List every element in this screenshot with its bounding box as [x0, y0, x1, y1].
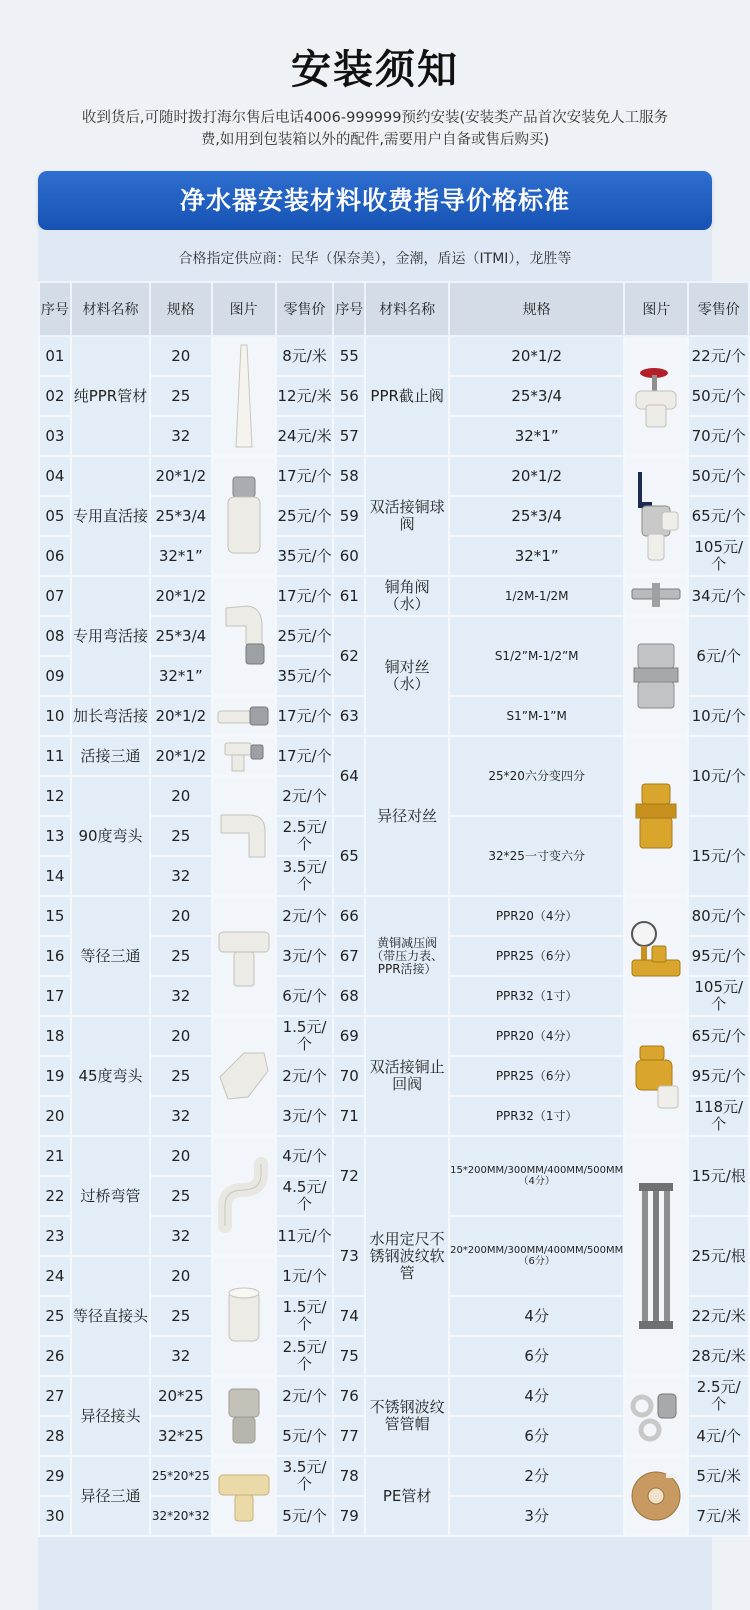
item-price: 10元/个: [688, 696, 749, 736]
item-spec: 32*25一寸变六分: [449, 816, 624, 896]
reducer-coupling-icon: [212, 1376, 276, 1456]
table-row: [39, 336, 749, 376]
item-price: 2元/个: [276, 896, 334, 936]
item-price: 95元/个: [688, 936, 749, 976]
price-table: [38, 281, 750, 1537]
item-spec: 25: [150, 1296, 211, 1336]
item-spec: PPR32（1寸）: [449, 1096, 624, 1136]
price-standard-banner: 净水器安装材料收费指导价格标准: [38, 171, 712, 230]
item-name: 过桥弯管: [71, 1136, 150, 1256]
item-price: 22元/米: [688, 1296, 749, 1336]
item-no: 64: [333, 736, 365, 816]
item-price: 4元/个: [688, 1416, 749, 1456]
install-notice-text: 收到货后,可随时拨打海尔售后电话4006-999999预约安装(安装类产品首次安装免人工服务费,如用到包装箱以外的配件,需要用户自备或售后购买): [81, 110, 669, 148]
item-price: 3.5元/个: [276, 1456, 334, 1496]
item-spec: 20: [150, 776, 211, 816]
item-spec: 15*200MM/300MM/400MM/500MM（4分）: [449, 1136, 624, 1216]
item-price: 17元/个: [276, 696, 334, 736]
item-spec: 32*25: [150, 1416, 211, 1456]
item-spec: 4分: [449, 1376, 624, 1416]
item-spec: 4分: [449, 1296, 624, 1336]
item-no: 65: [333, 816, 365, 896]
item-no: 22: [39, 1176, 71, 1216]
item-spec: 32*1”: [449, 536, 624, 576]
item-no: 76: [333, 1376, 365, 1416]
straight-coupling-icon: [212, 1256, 276, 1376]
item-price: 4元/个: [276, 1136, 334, 1176]
item-no: 28: [39, 1416, 71, 1456]
header-price: 零售价: [688, 282, 749, 336]
item-no: 12: [39, 776, 71, 816]
item-no: 21: [39, 1136, 71, 1176]
item-name: 90度弯头: [71, 776, 150, 896]
item-price: 17元/个: [276, 736, 334, 776]
item-no: 62: [333, 616, 365, 696]
item-price: 3元/个: [276, 1096, 334, 1136]
item-no: 08: [39, 616, 71, 656]
header-spec: 规格: [150, 282, 211, 336]
item-price: 25元/根: [688, 1216, 749, 1296]
item-spec: 20*200MM/300MM/400MM/500MM（6分）: [449, 1216, 624, 1296]
item-price: 34元/个: [688, 576, 749, 616]
item-no: 14: [39, 856, 71, 896]
header-image: 图片: [624, 282, 688, 336]
item-name: 专用弯活接: [71, 576, 150, 696]
item-price: 70元/个: [688, 416, 749, 456]
item-price: 17元/个: [276, 576, 334, 616]
reducing-tee-icon: [212, 1456, 276, 1536]
item-name: 纯PPR管材: [71, 336, 150, 456]
item-spec: 20*1/2: [449, 336, 624, 376]
item-price: 25元/个: [276, 616, 334, 656]
item-spec: 32: [150, 976, 211, 1016]
item-price: 65元/个: [688, 496, 749, 536]
item-no: 75: [333, 1336, 365, 1376]
item-spec: 25*20*25: [150, 1456, 211, 1496]
item-no: 17: [39, 976, 71, 1016]
table-row: [39, 1376, 749, 1416]
item-price: 2元/个: [276, 776, 334, 816]
item-price: 3.5元/个: [276, 856, 334, 896]
item-name: 铜对丝（水）: [365, 616, 449, 736]
item-no: 20: [39, 1096, 71, 1136]
item-no: 30: [39, 1496, 71, 1536]
check-valve-icon: [624, 1016, 688, 1136]
item-price: 6元/个: [276, 976, 334, 1016]
item-no: 13: [39, 816, 71, 856]
item-name: 等径三通: [71, 896, 150, 1016]
brass-nipple-icon: [624, 616, 688, 736]
item-no: 07: [39, 576, 71, 616]
item-spec: 20*1/2: [150, 576, 211, 616]
pe-pipe-icon: [624, 1456, 688, 1536]
long-elbow-union-icon: [212, 696, 276, 736]
item-spec: 2分: [449, 1456, 624, 1496]
item-no: 27: [39, 1376, 71, 1416]
ppr-pipe-icon: [212, 336, 276, 456]
item-spec: S1”M-1”M: [449, 696, 624, 736]
item-spec: PPR25（6分）: [449, 936, 624, 976]
item-no: 59: [333, 496, 365, 536]
header-spec: 规格: [449, 282, 624, 336]
item-spec: 25*3/4: [449, 376, 624, 416]
hose-cap-icon: [624, 1376, 688, 1456]
item-spec: 32: [150, 416, 211, 456]
item-no: 24: [39, 1256, 71, 1296]
item-price: 15元/个: [688, 816, 749, 896]
item-price: 10元/个: [688, 736, 749, 816]
item-price: 80元/个: [688, 896, 749, 936]
item-spec: 20: [150, 1136, 211, 1176]
item-spec: S1/2”M-1/2”M: [449, 616, 624, 696]
item-spec: 3分: [449, 1496, 624, 1536]
item-name: 水用定尺不锈钢波纹软管: [365, 1136, 449, 1376]
item-price: 5元/米: [688, 1456, 749, 1496]
item-no: 69: [333, 1016, 365, 1056]
item-spec: 20*1/2: [150, 696, 211, 736]
item-price: 2元/个: [276, 1056, 334, 1096]
item-no: 16: [39, 936, 71, 976]
stop-valve-icon: [624, 336, 688, 456]
item-spec: 20: [150, 1256, 211, 1296]
item-no: 70: [333, 1056, 365, 1096]
item-no: 02: [39, 376, 71, 416]
item-price: 24元/米: [276, 416, 334, 456]
item-spec: PPR20（4分）: [449, 896, 624, 936]
angle-valve-icon: [624, 576, 688, 616]
item-spec: 32: [150, 1096, 211, 1136]
item-no: 01: [39, 336, 71, 376]
item-name: 加长弯活接: [71, 696, 150, 736]
item-price: 65元/个: [688, 1016, 749, 1056]
item-no: 73: [333, 1216, 365, 1296]
item-name: 双活接铜止回阀: [365, 1016, 449, 1136]
table-row: [39, 1016, 749, 1056]
item-name: PPR截止阀: [365, 336, 449, 456]
table-row: [39, 456, 749, 496]
page-title: 安装须知: [291, 47, 459, 93]
item-name: 黄铜减压阀（带压力表、PPR活接）: [365, 896, 449, 1016]
bridge-bend-icon: [212, 1136, 276, 1256]
elbow-90-icon: [212, 776, 276, 896]
item-no: 68: [333, 976, 365, 1016]
item-no: 63: [333, 696, 365, 736]
item-spec: PPR25（6分）: [449, 1056, 624, 1096]
item-price: 8元/米: [276, 336, 334, 376]
item-spec: 25*3/4: [150, 616, 211, 656]
item-price: 2.5元/个: [688, 1376, 749, 1416]
item-no: 29: [39, 1456, 71, 1496]
item-spec: 25*3/4: [150, 496, 211, 536]
item-spec: 20*25: [150, 1376, 211, 1416]
item-price: 28元/米: [688, 1336, 749, 1376]
item-name: 不锈钢波纹管管帽: [365, 1376, 449, 1456]
item-name: 异径三通: [71, 1456, 150, 1536]
item-spec: 25*20六分变四分: [449, 736, 624, 816]
item-no: 77: [333, 1416, 365, 1456]
item-no: 03: [39, 416, 71, 456]
reducing-nipple-icon: [624, 736, 688, 896]
item-name: 专用直活接: [71, 456, 150, 576]
item-no: 72: [333, 1136, 365, 1216]
item-spec: 6分: [449, 1416, 624, 1456]
item-spec: 32*20*32: [150, 1496, 211, 1536]
item-no: 57: [333, 416, 365, 456]
item-price: 11元/个: [276, 1216, 334, 1256]
item-spec: PPR32（1寸）: [449, 976, 624, 1016]
item-no: 09: [39, 656, 71, 696]
table-row: [39, 576, 749, 616]
item-no: 19: [39, 1056, 71, 1096]
item-spec: 32: [150, 1216, 211, 1256]
header-price: 零售价: [276, 282, 334, 336]
item-spec: 25: [150, 816, 211, 856]
item-spec: 20: [150, 1016, 211, 1056]
item-spec: 25: [150, 376, 211, 416]
item-price: 6元/个: [688, 616, 749, 696]
item-no: 26: [39, 1336, 71, 1376]
item-price: 1.5元/个: [276, 1296, 334, 1336]
item-price: 25元/个: [276, 496, 334, 536]
item-spec: 32: [150, 856, 211, 896]
item-price: 105元/个: [688, 536, 749, 576]
item-price: 5元/个: [276, 1496, 334, 1536]
header-name: 材料名称: [365, 282, 449, 336]
table-header-row: [39, 282, 749, 336]
item-no: 05: [39, 496, 71, 536]
item-no: 10: [39, 696, 71, 736]
item-price: 17元/个: [276, 456, 334, 496]
item-no: 23: [39, 1216, 71, 1256]
table-row: [39, 1456, 749, 1496]
item-name: 等径直接头: [71, 1256, 150, 1376]
item-no: 15: [39, 896, 71, 936]
item-spec: 20: [150, 336, 211, 376]
header-image: 图片: [212, 282, 276, 336]
item-spec: 32: [150, 1336, 211, 1376]
union-tee-icon: [212, 736, 276, 776]
pressure-reducer-icon: [624, 896, 688, 1016]
item-price: 22元/个: [688, 336, 749, 376]
item-no: 11: [39, 736, 71, 776]
item-spec: 20: [150, 896, 211, 936]
straight-union-icon: [212, 456, 276, 576]
item-spec: 6分: [449, 1336, 624, 1376]
item-spec: 20*1/2: [150, 736, 211, 776]
item-spec: PPR20（4分）: [449, 1016, 624, 1056]
item-no: 66: [333, 896, 365, 936]
item-spec: 32*1”: [150, 656, 211, 696]
item-no: 04: [39, 456, 71, 496]
item-no: 61: [333, 576, 365, 616]
item-no: 58: [333, 456, 365, 496]
elbow-union-icon: [212, 576, 276, 696]
item-price: 15元/根: [688, 1136, 749, 1216]
item-price: 50元/个: [688, 456, 749, 496]
item-price: 3元/个: [276, 936, 334, 976]
item-price: 1元/个: [276, 1256, 334, 1296]
item-price: 35元/个: [276, 536, 334, 576]
item-name: 异径对丝: [365, 736, 449, 896]
item-price: 5元/个: [276, 1416, 334, 1456]
item-no: 79: [333, 1496, 365, 1536]
item-spec: 32*1”: [150, 536, 211, 576]
item-price: 2.5元/个: [276, 816, 334, 856]
item-spec: 25: [150, 936, 211, 976]
item-price: 2元/个: [276, 1376, 334, 1416]
header-name: 材料名称: [71, 282, 150, 336]
elbow-45-icon: [212, 1016, 276, 1136]
item-no: 18: [39, 1016, 71, 1056]
item-name: 活接三通: [71, 736, 150, 776]
item-name: 双活接铜球阀: [365, 456, 449, 576]
item-price: 1.5元/个: [276, 1016, 334, 1056]
header-no: 序号: [39, 282, 71, 336]
item-price: 12元/米: [276, 376, 334, 416]
item-price: 105元/个: [688, 976, 749, 1016]
item-price: 50元/个: [688, 376, 749, 416]
item-no: 60: [333, 536, 365, 576]
equal-tee-icon: [212, 896, 276, 1016]
item-spec: 25: [150, 1176, 211, 1216]
table-row: [39, 736, 749, 776]
item-spec: 25: [150, 1056, 211, 1096]
item-price: 95元/个: [688, 1056, 749, 1096]
header-no: 序号: [333, 282, 365, 336]
item-spec: 20*1/2: [150, 456, 211, 496]
suppliers-line: 合格指定供应商：民华（保奈美），金潮，盾运（ITMI），龙胜等: [178, 251, 572, 267]
item-price: 2.5元/个: [276, 1336, 334, 1376]
item-spec: 32*1”: [449, 416, 624, 456]
item-no: 71: [333, 1096, 365, 1136]
item-no: 25: [39, 1296, 71, 1336]
item-price: 35元/个: [276, 656, 334, 696]
item-spec: 1/2M-1/2M: [449, 576, 624, 616]
item-spec: 20*1/2: [449, 456, 624, 496]
item-price: 7元/米: [688, 1496, 749, 1536]
item-no: 67: [333, 936, 365, 976]
item-name: 45度弯头: [71, 1016, 150, 1136]
item-name: PE管材: [365, 1456, 449, 1536]
item-price: 118元/个: [688, 1096, 749, 1136]
item-no: 78: [333, 1456, 365, 1496]
item-name: 铜角阀（水）: [365, 576, 449, 616]
item-no: 56: [333, 376, 365, 416]
item-no: 74: [333, 1296, 365, 1336]
item-no: 55: [333, 336, 365, 376]
table-row: [39, 896, 749, 936]
item-price: 4.5元/个: [276, 1176, 334, 1216]
item-spec: 25*3/4: [449, 496, 624, 536]
item-name: 异径接头: [71, 1376, 150, 1456]
ball-valve-icon: [624, 456, 688, 576]
item-no: 06: [39, 536, 71, 576]
table-row: [39, 1136, 749, 1176]
corrugated-hose-icon: [624, 1136, 688, 1376]
